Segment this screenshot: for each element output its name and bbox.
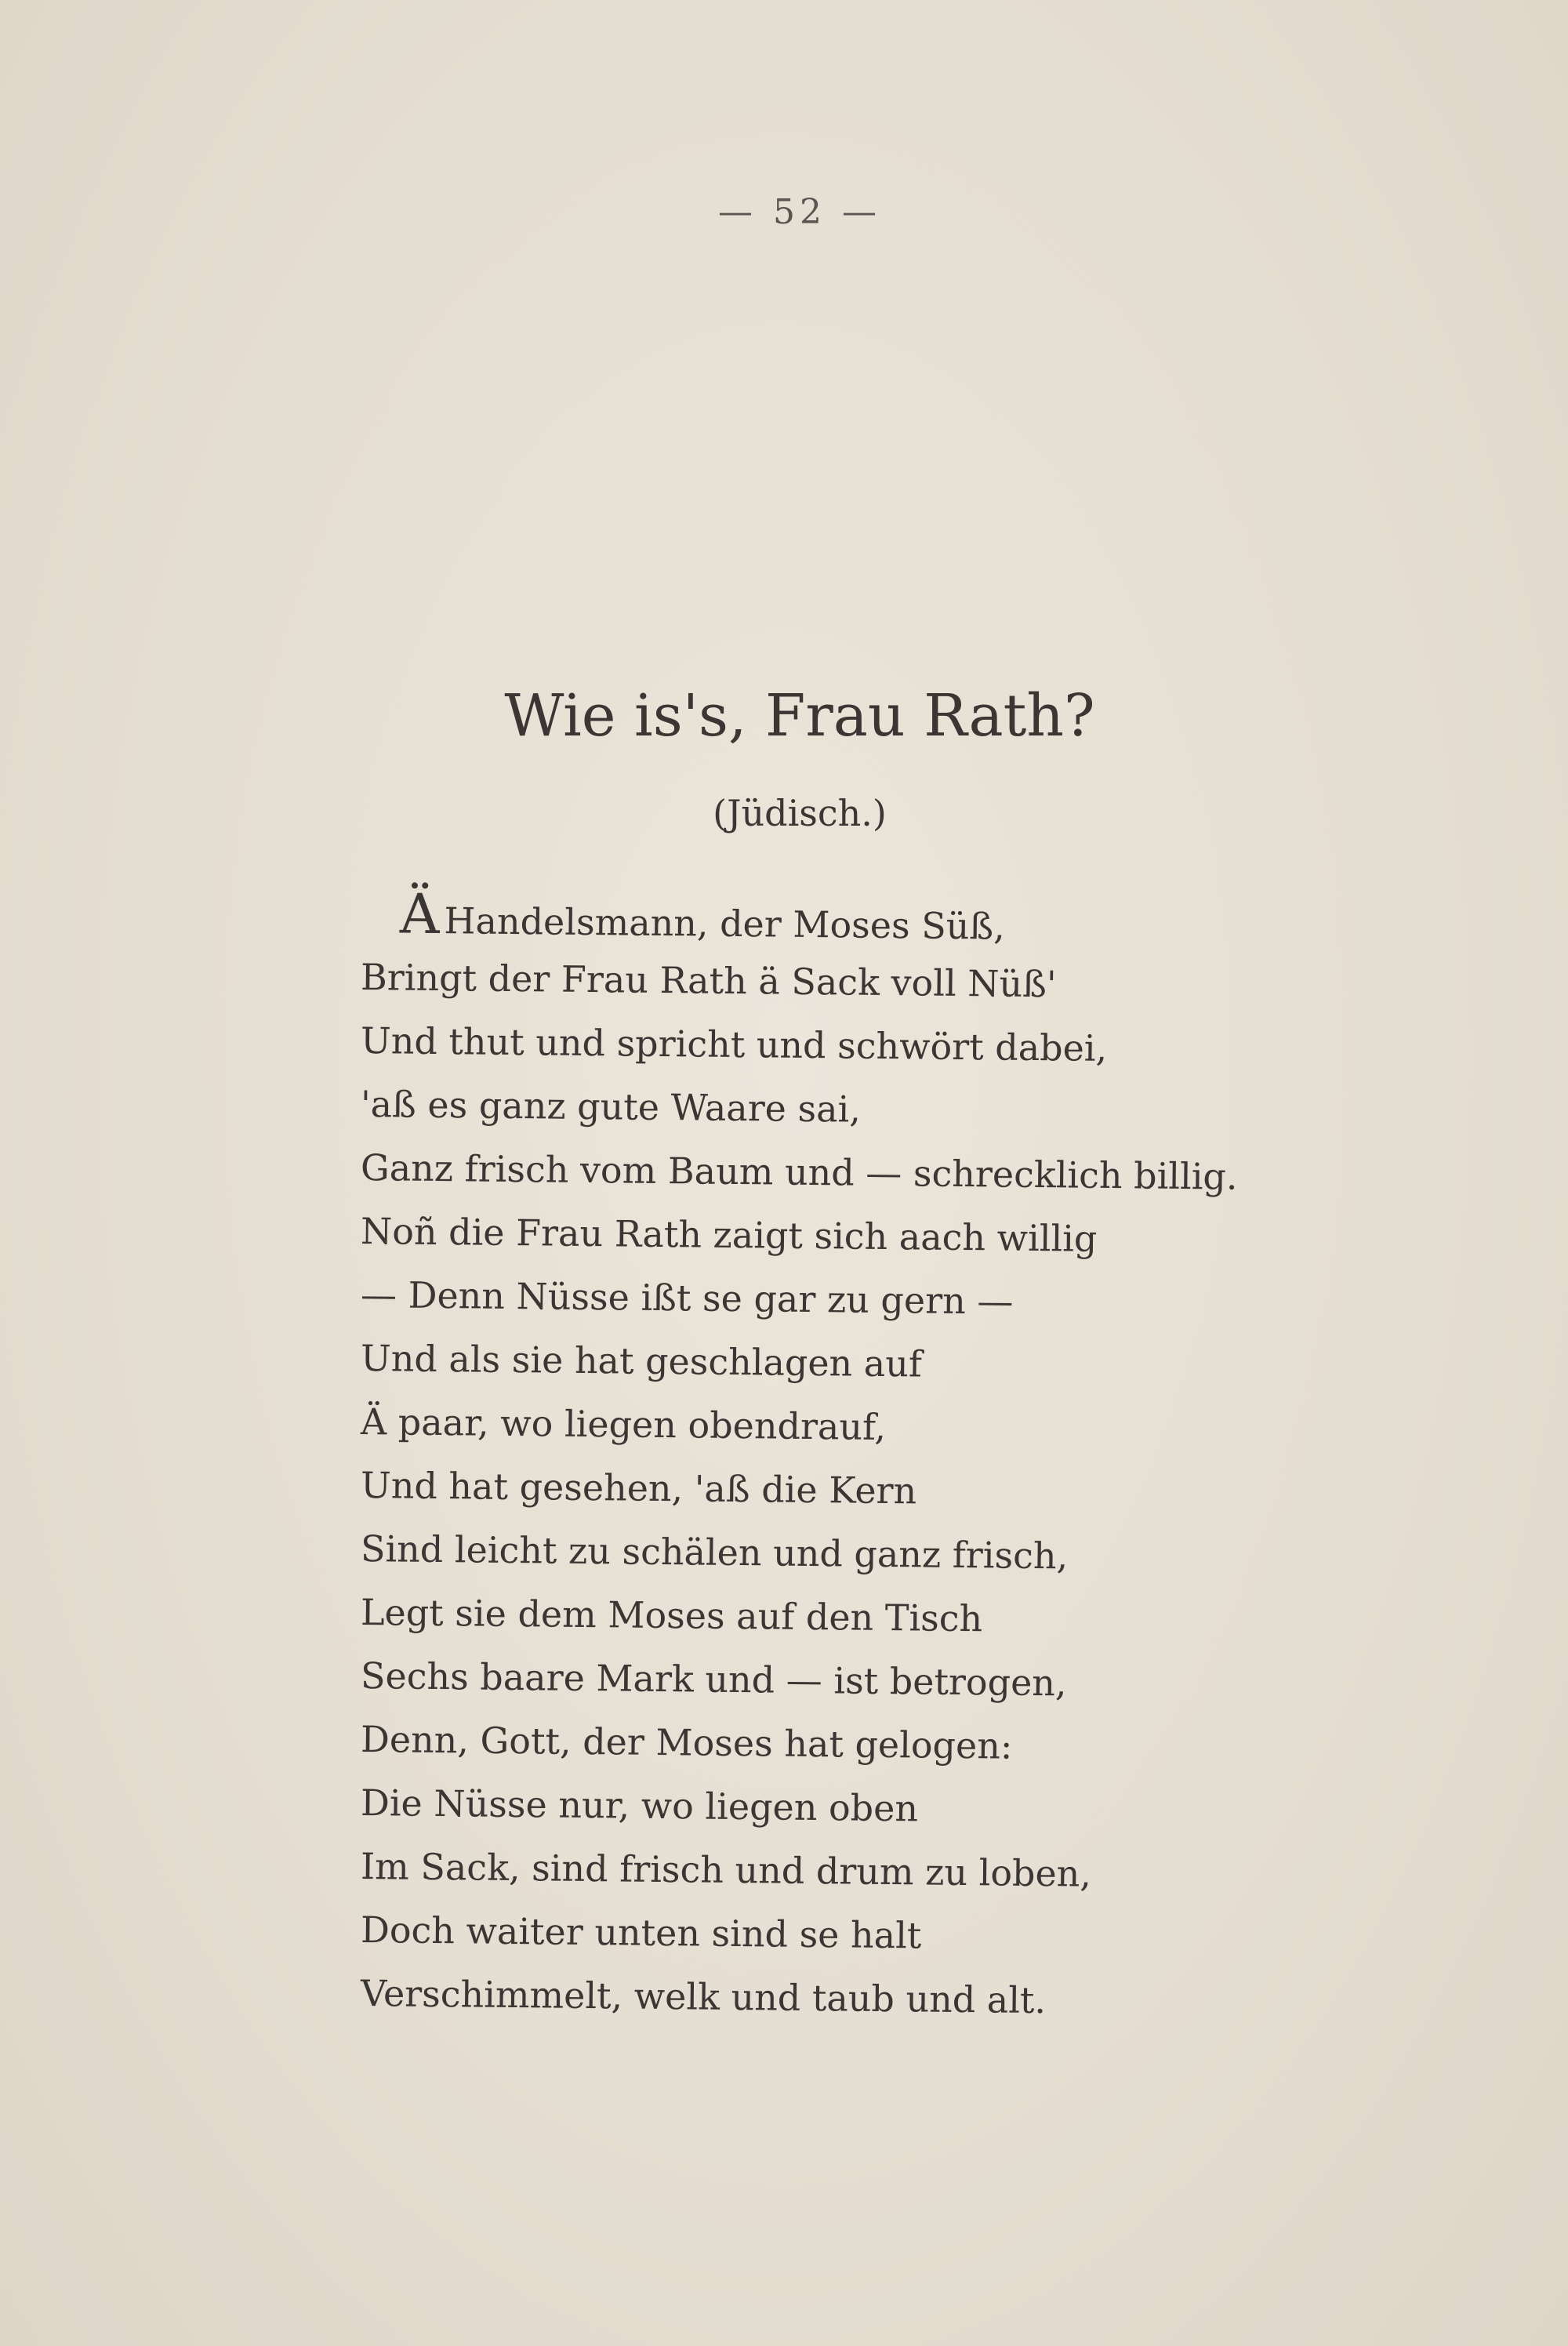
poem-body [361,882,1396,2089]
poem-initial: Ä [399,881,440,947]
poem-line: Ganz frisch vom Baum und — schrecklich billig. [360,1146,1238,1198]
poem-line: Sind leicht zu schälen und ganz frisch, [360,1527,1069,1578]
poem-line: Noñ die Frau Rath zaigt sich aach willig [360,1210,1098,1260]
poem-line: Ä paar, wo liegen obendrauf, [360,1400,887,1449]
poem-line: Im Sack, sind frisch und drum zu loben, [360,1845,1092,1895]
poem-line: Doch waiter unten sind se halt [360,1908,922,1957]
poem-line [361,2025,1396,2100]
poem-line: Und als sie hat geschlagen auf [360,1337,923,1385]
poem-line: Und hat gesehen, 'aß die Kern [360,1464,917,1513]
poem-line: Die Nüsse nur, wo liegen oben [360,1781,919,1830]
poem-line: — Denn Nüsse ißt se gar zu gern — [360,1273,1014,1323]
poem-line: 'aß es ganz gute Waare sai, [360,1083,862,1131]
poem-line: Verschimmelt, welk und taub und alt. [360,1972,1047,2022]
poem-title: Wie is's, Frau Rath? [504,682,1095,750]
poem-line: Und thut und spricht und schwört dabei, [360,1019,1108,1070]
poem-line-text: Handelsmann, der Moses Süß, [444,899,1006,948]
page-number: — 52 — [718,192,881,232]
poem-line: Legt sie dem Moses auf den Tisch [360,1591,983,1640]
poem-line [361,882,1396,957]
poem-line: Sechs baare Mark und — ist betrogen, [360,1654,1067,1705]
poem-subtitle: (Jüdisch.) [713,792,887,834]
poem-line: Denn, Gott, der Moses hat gelogen: [360,1718,1013,1767]
poem-line: Bringt der Frau Rath ä Sack voll Nüß' [360,956,1057,1006]
